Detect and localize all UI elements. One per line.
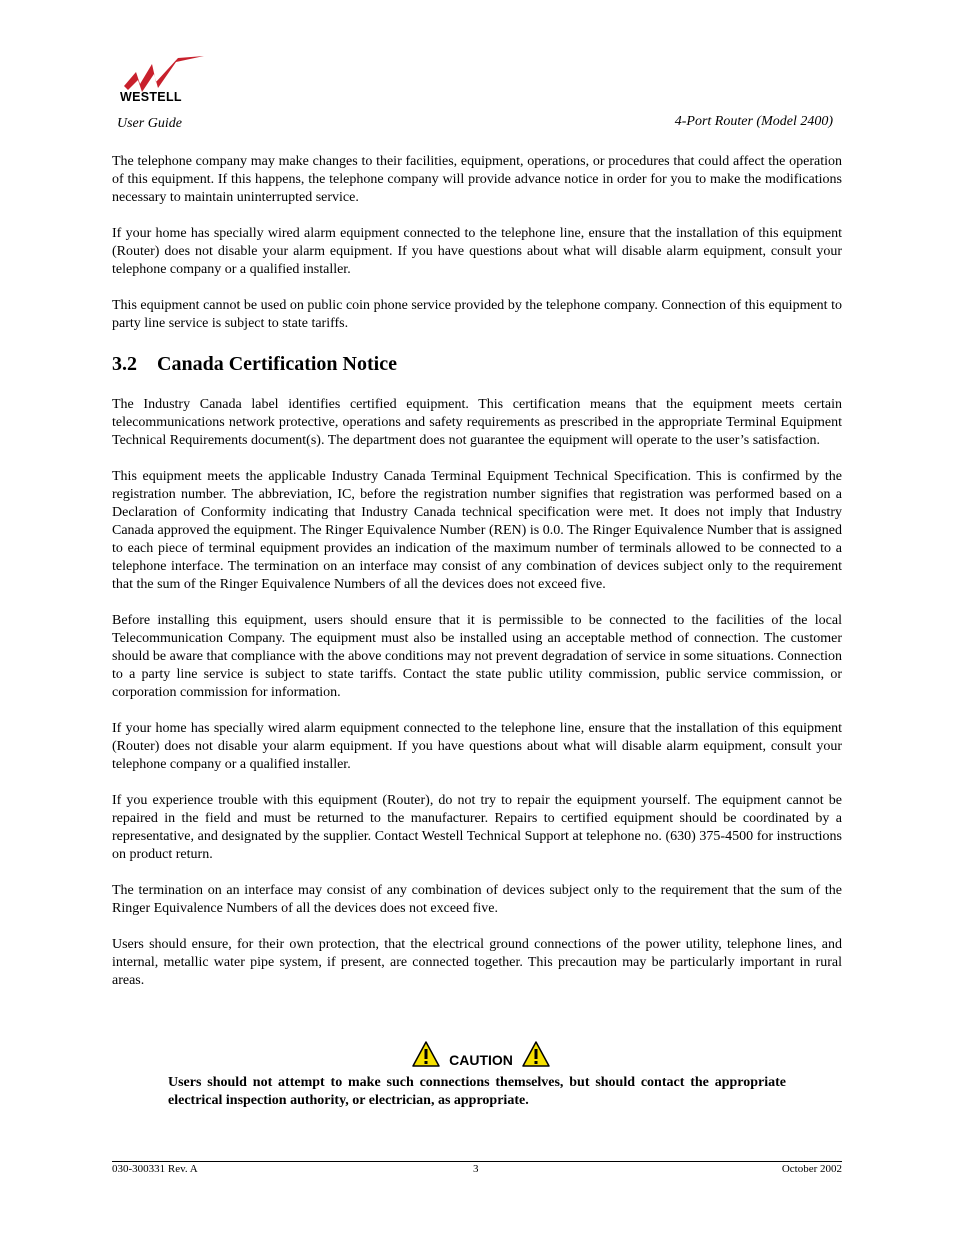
- header-product: 4-Port Router (Model 2400): [674, 114, 833, 129]
- warning-triangle-icon: [411, 1040, 441, 1068]
- warning-triangle-icon: [521, 1040, 551, 1068]
- document-body: [112, 153, 842, 1008]
- footer-rule: [112, 1161, 842, 1162]
- caution-text: Users should not attempt to make such connections themselves, but should contact the appropriate electrical inspection authority, or electrician, as appropriate.: [168, 1075, 786, 1108]
- paragraph: If you experience trouble with this equipment (Router), do not try to repair the equipment yourself. The equipment cannot be repaired in the field and must be returned to the manufacturer. Repairs to certified equipment should be coordinated by a representative, and designated by the supplier. Contact Westell Technical Support at telephone no. (630) 375-4500 for instructions on product return.: [112, 793, 842, 862]
- paragraph: The Industry Canada label identifies certified equipment. This certification means that the equipment meets certain telecommunications network protective, operations and safety requirements as prescribed in the appropriate Terminal Equipment Technical Requirements document(s). The department does not guarantee the equipment will operate to the user’s satisfaction.: [112, 397, 842, 448]
- logo-text: WESTELL: [120, 90, 182, 104]
- paragraph: This equipment cannot be used on public coin phone service provided by the telephone company. Connection of this equipment to party line service is subject to state tariffs.: [112, 298, 842, 331]
- paragraph: If your home has specially wired alarm equipment connected to the telephone line, ensure that the installation of this equipment (Router) does not disable your alarm equipment. If you have questions about what will disable alarm equipment, consult your telephone company or a qualified installer.: [112, 226, 842, 277]
- section-number: 3.2: [112, 353, 137, 375]
- caution-label: CAUTION: [449, 1052, 513, 1068]
- section-heading: [112, 351, 842, 377]
- footer-date: October 2002: [781, 1163, 842, 1175]
- footer-page-number: 3: [473, 1163, 479, 1175]
- section-title: Canada Certification Notice: [157, 353, 397, 375]
- paragraph: The telephone company may make changes to their facilities, equipment, operations, or procedures that could affect the operation of this equipment. If this happens, the telephone company will provide advance notice in order for you to make the modifications necessary to maintain uninterrupted service.: [112, 154, 842, 205]
- footer-doc-number: 030-300331 Rev. A: [112, 1163, 198, 1175]
- header-doc-type: User Guide: [117, 116, 182, 131]
- paragraph: Before installing this equipment, users should ensure that it is permissible to be connected to the facilities of the local Telecommunication Company. The equipment must also be installed using an acceptable method of connection. The customer should be aware that compliance with the above conditions may not prevent degradation of service in some situations. Connection to a party line service is subject to state tariffs. Contact the state public utility commission, public service commission, or corporation commission for information.: [112, 613, 842, 700]
- caution-header: [0, 1040, 954, 1068]
- paragraph: This equipment meets the applicable Industry Canada Terminal Equipment Technical Specification. This is confirmed by the registration number. The abbreviation, IC, before the registration number signifies that registration was performed based on a Declaration of Conformity indicating that Industry Canada technical specification were met. It does not imply that Industry Canada approved the equipment. The Ringer Equivalence Number (REN) is 0.0. The Ringer Equivalence Number that is assigned to each piece of terminal equipment provides an indication of the maximum number of terminals allowed to be connected to a telephone interface. The termination on an interface may consist of any combination of devices subject only to the requirement that the sum of the Ringer Equivalence Numbers of all the devices does not exceed five.: [112, 469, 842, 592]
- paragraph: If your home has specially wired alarm equipment connected to the telephone line, ensure that the installation of this equipment (Router) does not disable your alarm equipment. If you have questions about what will disable alarm equipment, consult your telephone company or a qualified installer.: [112, 721, 842, 772]
- paragraph: Users should ensure, for their own protection, that the electrical ground connections of the power utility, telephone lines, and internal, metallic water pipe system, if present, are connected together. This precaution may be particularly important in rural areas.: [112, 937, 842, 988]
- paragraph: The termination on an interface may consist of any combination of devices subject only to the requirement that the sum of the Ringer Equivalence Numbers of all the devices does not exceed five.: [112, 883, 842, 916]
